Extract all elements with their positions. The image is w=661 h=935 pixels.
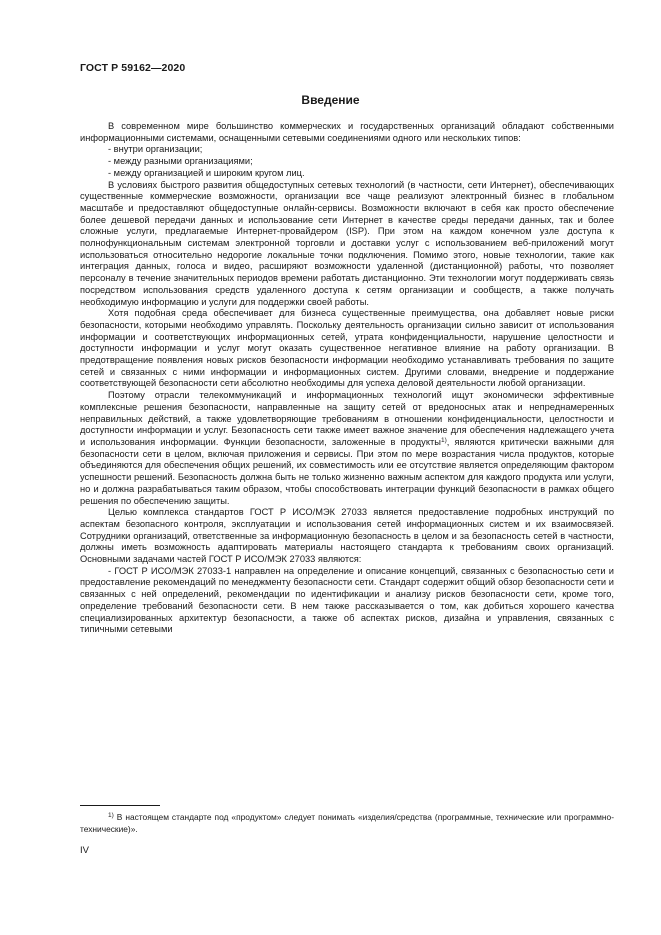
connection-types-list	[80, 144, 614, 179]
paragraph-security-risks: Хотя подобная среда обеспечивает для бизнеса существенные преимущества, она добавляет новые риски безопасности, которыми необходимо управлять. Поскольку деятельность организации сильно зависит от использования информации и соответствующих информационных сетей, утрата конфиденциальности, нарушение целостности и доступности информации и услуг могут оказать существенное негативное влияние на работу организации. В предотвращение появления новых рисков безопасности информации необходимо устанавливать требования по защите сетей и связанных с ними информации и информационных систем. Другими словами, внедрение и поддержание соответствующей безопасности сети абсолютно необходимы для успеха деловой деятельности любой организации.	[80, 308, 614, 389]
page-number: IV	[80, 845, 89, 856]
list-item: - внутри организации;	[108, 144, 203, 155]
list-item: - между организацией и широким кругом лиц.	[108, 167, 305, 178]
list-item: - между разными организациями;	[108, 156, 253, 167]
paragraph-part-1: - ГОСТ Р ИСО/МЭК 27033-1 направлен на определение и описание концепций, связанных с безопасностью сети и предоставление рекомендаций по менеджменту безопасности сети. Стандарт содержит общий обзор безопасности сети и связанных с ней определений, рекомендации по идентификации и анализу рисков безопасности сети, кроме того, определение требований безопасности сети. В нем также рассказывается о том, как добиться хорошего качества специализированных архитектур безопасности, а также об аспектах рисков, дизайна и управления, связанных с типичными сетевыми	[80, 565, 614, 635]
footnote-divider	[80, 805, 160, 806]
paragraph-standard-purpose: Целью комплекса стандартов ГОСТ Р ИСО/МЭК 27033 является предоставление подробных инструкций по аспектам безопасного контроля, эксплуатации и использования сетей информационных систем и их взаимосвязей. Сотрудники организаций, ответственные за информационную безопасность в целом и за безопасность сетей в частности, должны иметь возможность адаптировать материалы настоящего стандарта к требованиям своих организаций. Основными задачами частей ГОСТ Р ИСО/МЭК 27033 являются:	[80, 507, 614, 565]
section-title: Введение	[301, 93, 360, 107]
footnote-text: В настоящем стандарте под «продуктом» следует понимать «изделия/средства (программные, технические или программно-технические)».	[80, 812, 614, 834]
paragraph-text: , являются критически важными для безопасности сети в целом, включая приложения и сервисы. При этом по мере возрастания числа продуктов, которые объединяются для обеспечения общих решений, их совместимость или ее отсутствие является определяющим фактором успешности решений. Безопасность должна быть не только жизненно важным аспектом для каждого продукта или услуги, но и должна разрабатываться таким образом, чтобы способствовать интеграции функций безопасности в рамках общего решения по обеспечению защиты.	[80, 436, 614, 506]
footnote-reference: 1)	[440, 436, 447, 444]
footnote-marker: 1)	[108, 812, 114, 819]
standard-code-header: ГОСТ Р 59162—2020	[80, 62, 186, 74]
paragraph-intro: В современном мире большинство коммерческих и государственных организаций обладают собственными информационными системами, оснащенными сетевыми соединениями одного или нескольких типов:	[80, 121, 614, 143]
paragraph-network-technologies: В условиях быстрого развития общедоступных сетевых технологий (в частности, сети Интернет), обеспечивающих существенные коммерческие возможности, организации все чаще реализуют электронный бизнес в глобальном масштабе и предоставляют общедоступные онлайн-сервисы. Возможности включают в себя как просто обеспечение более дешевой передачи данных и использование сети Интернет в качестве среды передачи данных, так и более сложные услуги, предлагаемые Интернет-провайдером (ISP). При этом на каждом конечном узле доступа к полнофункциональным системам электронной торговли и доставки услуг с использованием веб-приложений могут использоваться относительно недорогие локальные точки подключения. Помимо этого, новые технологии, такие как интеграция данных, голоса и видео, расширяют возможности удаленной (дистанционной) работы, что позволяет персоналу в течение значительных периодов времени работать дистанционно. Эти технологии могут поддерживать связь посредством использования средств удаленного доступа к сетям организации и сообществ, а также получать необходимую информацию и услуги для поддержки своей работы.	[80, 179, 614, 307]
body-text	[80, 121, 614, 636]
paragraph-security-solutions	[80, 390, 614, 507]
paragraph-text: Поэтому отрасли телекоммуникаций и информационных технологий ищут экономически эффективные комплексные решения безопасности, направленные на защиту сетей от вредоносных атак и непреднамеренных неправильных действий, а также удовлетворяющие требованиям в отношении конфиденциальности, целостности и доступности информации и услуг. Безопасность сети также имеет важное значение для обеспечения надлежащего учета и использования информации. Функции безопасности, заложенные в продукты	[80, 390, 614, 447]
footnote	[80, 812, 614, 835]
